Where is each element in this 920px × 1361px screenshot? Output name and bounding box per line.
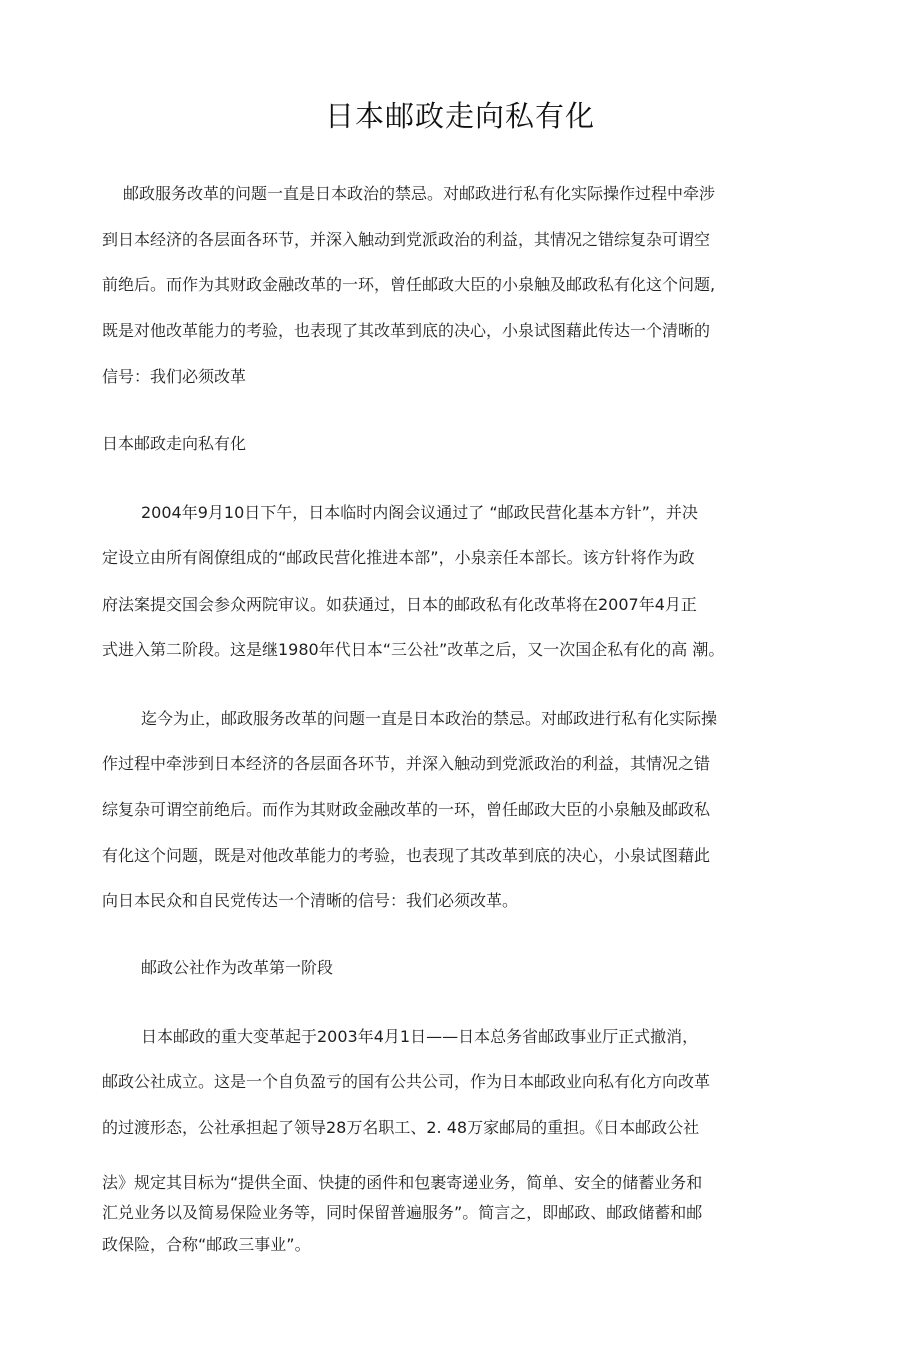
text-line: 的过渡形态，公社承担起了领导28万名职工、2. 48万家邮局的重担。《日本邮政公社 xyxy=(102,1118,700,1137)
text-line: 作过程中牵涉到日本经济的各层面各环节，并深入触动到党派政治的利益，其情况之错 xyxy=(102,754,711,773)
text-line: 式进入第二阶段。这是继1980年代日本“三公社”改革之后，又一次国企私有化的高 潮。 xyxy=(102,640,725,659)
text-line: 信号：我们必须改革 xyxy=(102,367,247,386)
text-line: 综复杂可谓空前绝后。而作为其财政金融改革的一环，曾任邮政大臣的小泉触及邮政私 xyxy=(102,800,711,819)
document-title: 日本邮政走向私有化 xyxy=(324,99,595,133)
text-line: 日本邮政的重大变革起于2003年4月1日——日本总务省邮政事业厅正式撤消， xyxy=(141,1027,699,1046)
text-line: 前绝后。而作为其财政金融改革的一环，曾任邮政大臣的小泉触及邮政私有化这个问题, xyxy=(102,275,716,294)
text-line: 迄今为止，邮政服务改革的问题一直是日本政治的禁忌。对邮政进行私有化实际操 xyxy=(141,709,718,728)
text-line: 既是对他改革能力的考验，也表现了其改革到底的决心，小泉试图藉此传达一个清晰的 xyxy=(102,321,711,340)
text-line: 汇兑业务以及简易保险业务等，同时保留普遍服务”。简言之，即邮政、邮政储蓄和邮 xyxy=(102,1203,703,1222)
text-line: 邮政服务改革的问题一直是日本政治的禁忌。对邮政进行私有化实际操作过程中牵涉 xyxy=(123,184,716,203)
section-heading: 邮政公社作为改革第一阶段 xyxy=(141,958,334,977)
section-heading: 日本邮政走向私有化 xyxy=(102,434,247,453)
text-line: 政保险，合称“邮政三事业”。 xyxy=(102,1235,311,1254)
text-line: 邮政公社成立。这是一个自负盈亏的国有公共公司，作为日本邮政业向私有化方向改革 xyxy=(102,1072,711,1091)
text-line: 法》规定其目标为“提供全面、快捷的函件和包裹寄递业务，简单、安全的储蓄业务和 xyxy=(102,1173,703,1192)
text-line: 府法案提交国会参众两院审议。如获通过，日本的邮政私有化改革将在2007年4月正 xyxy=(102,595,697,614)
text-line: 到日本经济的各层面各环节，并深入触动到党派政治的利益，其情况之错综复杂可谓空 xyxy=(102,230,711,249)
text-line: 向日本民众和自民党传达一个清晰的信号：我们必须改革。 xyxy=(102,891,519,910)
text-line: 2004年9月10日下午，日本临时内阁会议通过了 “邮政民营化基本方针”，并决 xyxy=(141,503,698,522)
text-line: 有化这个问题，既是对他改革能力的考验，也表现了其改革到底的决心，小泉试图藉此 xyxy=(102,846,711,865)
text-line: 定设立由所有阁僚组成的“邮政民营化推进本部”，小泉亲任本部长。该方针将作为政 xyxy=(102,548,695,567)
